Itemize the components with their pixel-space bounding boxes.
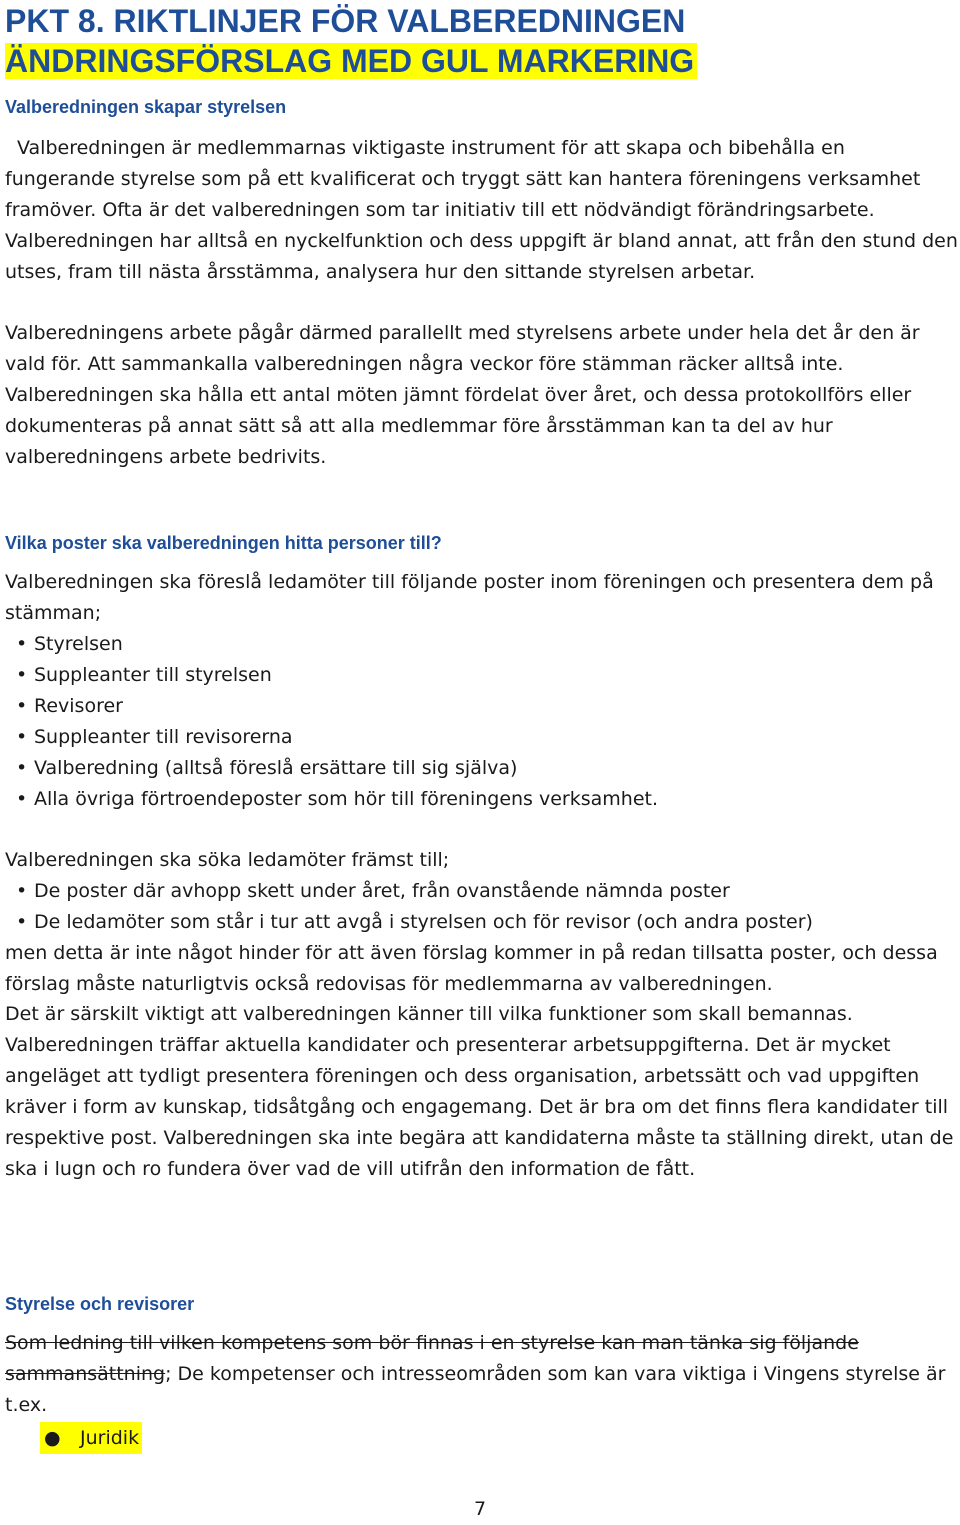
bullet-icon: • (16, 880, 28, 902)
highlighted-list-item: ● Juridik (40, 1422, 142, 1454)
list-item: • Suppleanter till revisorerna (16, 722, 293, 753)
bullet-icon: • (16, 757, 28, 779)
bullet-icon: ● (44, 1427, 61, 1449)
bullet-icon: • (16, 664, 28, 686)
list-item: • De ledamöter som står i tur att avgå i styrelsen och för revisor (och andra poster) (16, 907, 813, 938)
list-item: • Suppleanter till styrelsen (16, 660, 272, 691)
paragraph-posts-intro: Valberedningen ska föreslå ledamöter till följande poster inom föreningen och presentera dem på stämman; (5, 571, 934, 624)
bullet-icon: • (16, 633, 28, 655)
bullet-icon: • (16, 726, 28, 748)
bullet-icon: • (16, 788, 28, 810)
paragraph-search-intro: Valberedningen ska söka ledamöter främst till; (5, 849, 450, 871)
list-item: • Revisorer (16, 691, 123, 722)
list-item: • Alla övriga förtroendeposter som hör till föreningens verksamhet. (16, 784, 658, 815)
paragraph-competence (5, 1328, 960, 1421)
paragraph-candidates: Valberedningen träffar aktuella kandidater och presenterar arbetsuppgifterna. Det är mycket angeläget att tydligt presentera föreningen och dess organisation, arbetssätt och vad uppgiften kräver i form av kunskap, tidsåtgång och engagemang. Det är bra om det finns flera kandidater till respektive post. Valberedningen ska inte begära att kandidaterna måste ta ställning direkt, utan de ska i lugn och ro fundera över vad de vill utifrån den information de fått. (5, 1034, 954, 1180)
section-heading-vilka-poster: Vilka poster ska valberedningen hitta personer till? (5, 533, 442, 553)
bullet-icon: • (16, 695, 28, 717)
list-item: • Styrelsen (16, 629, 123, 660)
added-text: ; De kompetenser och intresseområden som kan vara viktiga i Vingens styrelse är t.ex. (5, 1363, 946, 1416)
document-title-line1: PKT 8. RIKTLINJER FÖR VALBEREDNINGEN (5, 3, 686, 39)
paragraph-proposals: men detta är inte något hinder för att även förslag kommer in på redan tillsatta poster, och dessa förslag måste naturligtvis också redovisas för medlemmarna av valberedningen. (5, 942, 938, 995)
bullet-icon: • (16, 911, 28, 933)
paragraph-meetings: Valberedningen ska hålla ett antal möten jämnt fördelat över året, och dessa protokollförs eller dokumenteras på annat sätt så att alla medlemmar före årsstämman kan ta del av hur valberedningens arbete bedrivits. (5, 384, 912, 468)
paragraph-parallel-work: Valberedningens arbete pågår därmed parallellt med styrelsens arbete under hela det år den är vald för. Att sammankalla valberedningen några veckor före stämman räcker alltså inte. (5, 322, 920, 375)
list-item: • De poster där avhopp skett under året, från ovanstående nämnda poster (16, 876, 730, 907)
paragraph-intro: Valberedningen är medlemmarnas viktigaste instrument för att skapa och bibehålla en fungerande styrelse som på ett kvalificerat och tryggt sätt kan hantera föreningens verksamhet framöver. Ofta är det valberedningen som tar initiativ till ett nödvändigt förändringsarbete. Valberedningen har alltså en nyckelfunktion och dess uppgift är bland annat, att från den stund den utses, fram till nästa årsstämma, analysera hur den sittande styrelsen arbetar. (5, 137, 958, 283)
paragraph-important: Det är särskilt viktigt att valberedningen känner till vilka funktioner som skall bemannas. (5, 1003, 853, 1025)
list-item: • Valberedning (alltså föreslå ersättare till sig själva) (16, 753, 517, 784)
struck-text: Som ledning till vilken kompetens som bör finnas i en styrelse kan man tänka sig följande sammansättning (5, 1332, 859, 1385)
yellow-highlight: ÄNDRINGSFÖRSLAG MED GUL MARKERING (5, 43, 697, 79)
section-heading-valberedningen-skapar-styrelsen: Valberedningen skapar styrelsen (5, 97, 287, 117)
page-number: 7 (474, 1498, 487, 1520)
section-heading-styrelse-och-revisorer: Styrelse och revisorer (5, 1294, 195, 1314)
document-title-line2 (5, 42, 697, 80)
